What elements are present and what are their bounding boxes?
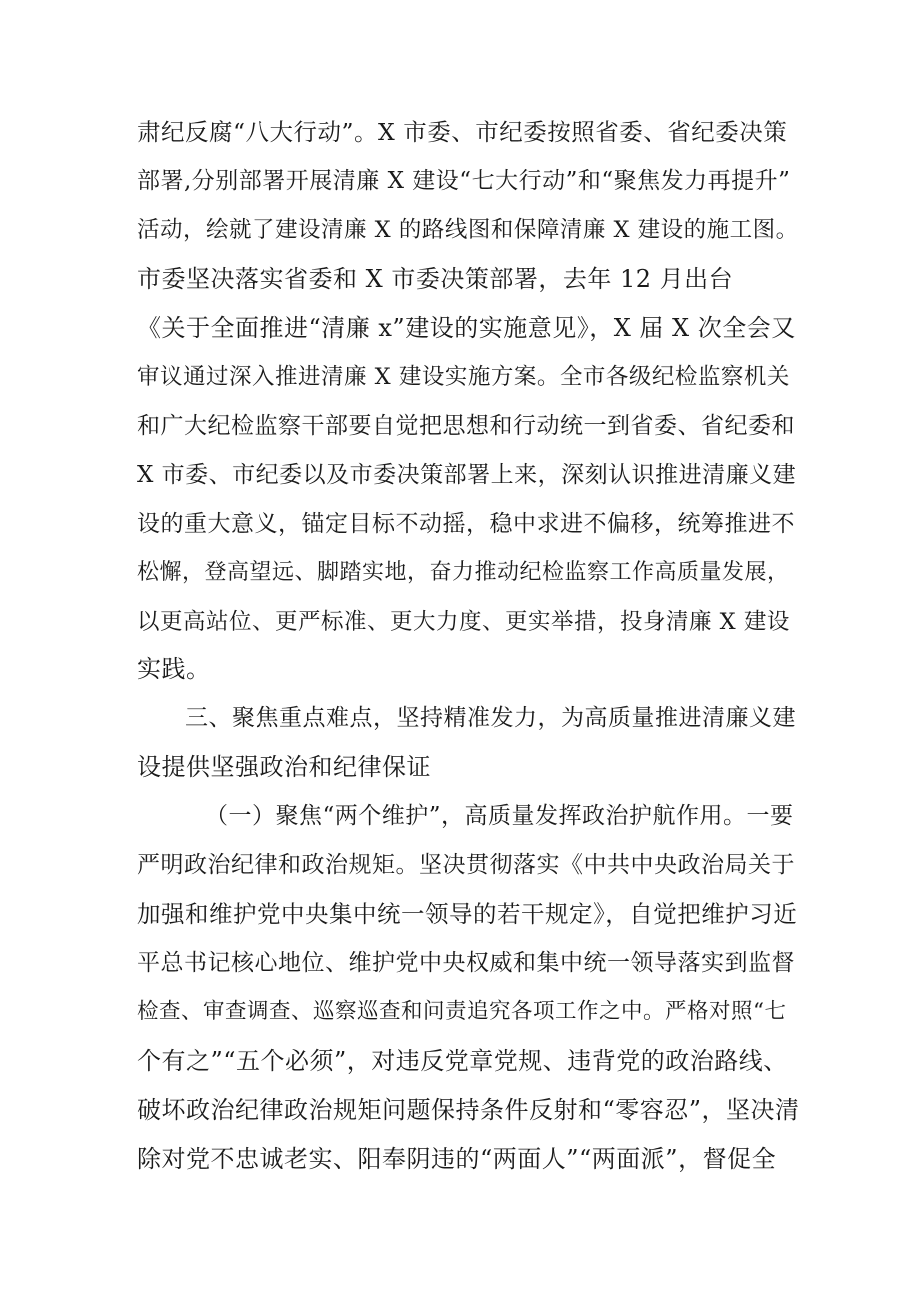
text-line: 部署,分别部署开展清廉 X 建设“七大行动”和“聚焦发力再提升”	[137, 168, 791, 194]
section-heading-continued: 设提供坚强政治和纪律保证	[137, 753, 431, 781]
text-line: 严明政治纪律和政治规矩。坚决贯彻落实《中共中央政治局关于	[137, 852, 795, 878]
text-line: 检查、审查调查、巡察巡查和问责追究各项工作之中。严格对照“七	[137, 999, 787, 1024]
text-line: 市委坚决落实省委和 X 市委决策部署，去年 12 月出台	[137, 265, 734, 293]
text-line: 设的重大意义，锚定目标不动摇，稳中求进不偏移，统筹推进不	[137, 511, 795, 537]
text-line: 平总书记核心地位、维护党中央权威和集中统一领导落实到监督	[137, 950, 795, 976]
text-line: 肃纪反腐“八大行动”。X 市委、市纪委按照省委、省纪委决策	[137, 118, 788, 146]
text-line: 活动，绘就了建设清廉 X 的路线图和保障清廉 X 建设的施工图。	[137, 217, 799, 243]
text-line: 实践。	[137, 655, 211, 683]
text-line: 审议通过深入推进清廉 X 建设实施方案。全市各级纪检监察机关	[137, 364, 790, 390]
text-line: 破坏政治纪律政治规矩问题保持条件反射和“零容忍”，坚决清	[137, 1096, 800, 1124]
text-line: 加强和维护党中央集中统一领导的若干规定》，自觉把维护习近	[137, 900, 798, 928]
text-line: 以更高站位、更严标准、更大力度、更实举措，投身清廉 X 建设	[137, 609, 790, 635]
text-line: 《关于全面推进“清廉 x”建设的实施意见》，X 届 X 次全会又	[137, 314, 796, 342]
text-line: 和广大纪检监察干部要自觉把思想和行动统一到省委、省纪委和	[137, 413, 795, 439]
subsection-heading: （一）聚焦“两个维护”，高质量发挥政治护航作用。一要	[205, 803, 794, 829]
text-line: 个有之”“五个必须”，对违反党章党规、违背党的政治路线、	[137, 1047, 788, 1075]
text-line: X 市委、市纪委以及市委决策部署上来，深刻认识推进清廉义建	[137, 462, 797, 488]
section-heading: 三、聚焦重点难点，坚持精准发力，为高质量推进清廉义建	[185, 705, 796, 731]
text-line: 松懈，登高望远、脚踏实地，奋力推动纪检监察工作高质量发展，	[137, 560, 790, 585]
text-line: 除对党不忠诚老实、阳奉阴违的“两面人”“两面派”，督促全	[137, 1145, 777, 1173]
